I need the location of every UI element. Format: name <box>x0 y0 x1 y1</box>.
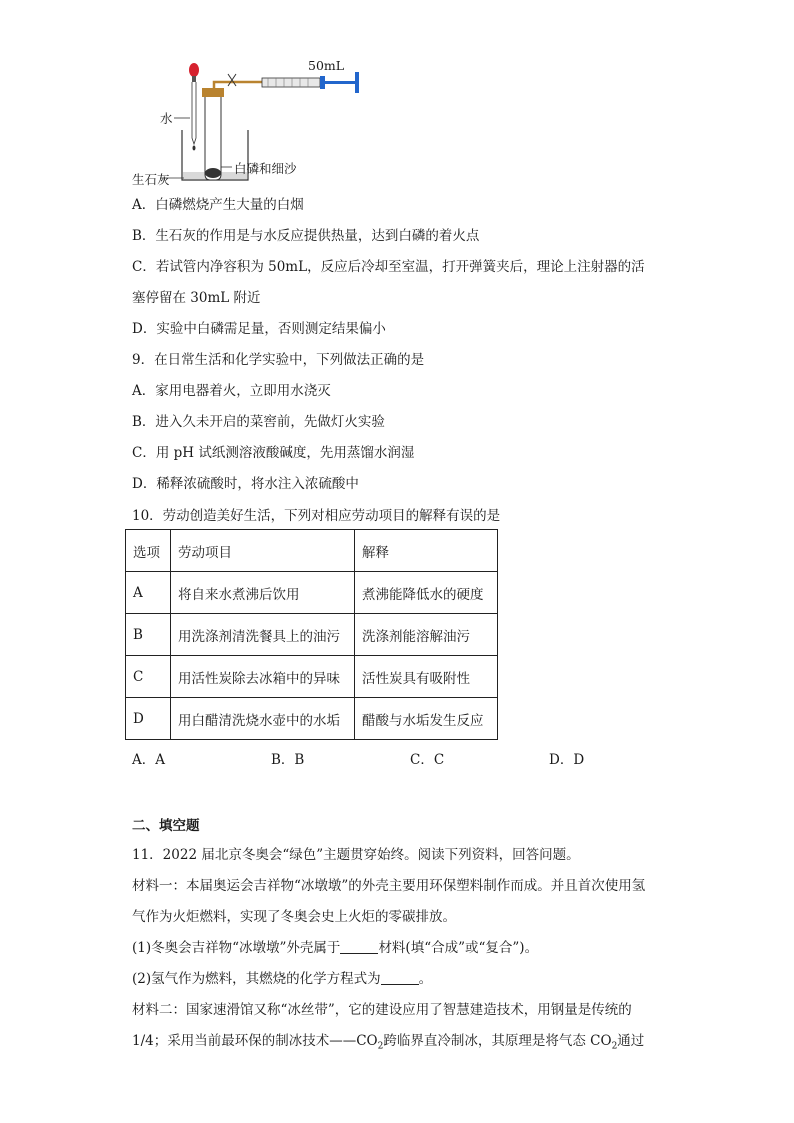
table-cell: B <box>126 614 171 656</box>
answer-blank[interactable] <box>381 970 419 985</box>
quicklime-label: 生石灰 <box>132 172 170 187</box>
material2-text-b: 跨临界直冷制冰，其原理是将气态 CO <box>383 1033 612 1049</box>
q9-option-d: D．稀释浓硫酸时，将水注入浓硫酸中 <box>132 476 359 492</box>
q9-option-c: C．用 pH 试纸测溶液酸碱度，先用蒸馏水润湿 <box>132 445 415 461</box>
material2-text-a: 1/4；采用当前最环保的制冰技术——CO <box>132 1033 378 1049</box>
table-cell: 用活性炭除去冰箱中的异味 <box>171 656 355 698</box>
q8-option-d: D．实验中白磷需足量，否则测定结果偏小 <box>132 321 386 337</box>
table-cell: C <box>126 656 171 698</box>
q8-option-b: B．生石灰的作用是与水反应提供热量，达到白磷的着火点 <box>132 228 480 244</box>
dropper-bulb <box>189 63 199 77</box>
q9-option-b: B．进入久未开启的菜窖前，先做灯火实验 <box>132 414 385 430</box>
material2-line1: 材料二：国家速滑馆又称“冰丝带”，它的建设应用了智慧建造技术，用钢量是传统的 <box>132 1002 632 1018</box>
co2-subscript: 2 <box>611 1041 618 1052</box>
table-row <box>126 698 498 740</box>
table-cell: 用白醋清洗烧水壶中的水垢 <box>171 698 355 740</box>
syringe-barrel <box>262 78 320 87</box>
phosphorus-label: 白磷和细沙 <box>234 161 297 176</box>
clamp <box>228 74 236 86</box>
table-row <box>126 572 498 614</box>
co2-subscript: 2 <box>377 1041 384 1052</box>
q11-sub1 <box>132 936 538 956</box>
stopper <box>202 88 224 97</box>
sub2-text-before: (2)氢气作为燃料，其燃烧的化学方程式为 <box>132 971 381 987</box>
water-label: 水 <box>160 111 173 126</box>
q11-stem: 11．2022 届北京冬奥会“绿色”主题贯穿始终。阅读下列资料，回答问题。 <box>132 847 580 863</box>
sub2-text-after: 。 <box>418 971 433 987</box>
material2-text-c: 通过 <box>617 1033 645 1049</box>
answer-blank[interactable] <box>340 939 378 954</box>
table-cell: D <box>126 698 171 740</box>
table-cell: 醋酸与水垢发生反应 <box>355 698 498 740</box>
table-cell: 活性炭具有吸附性 <box>355 656 498 698</box>
phosphorus-sand <box>205 168 221 178</box>
apparatus-figure <box>132 52 390 187</box>
material2-line2 <box>132 1029 644 1052</box>
material1-line1: 材料一：本届奥运会吉祥物“冰墩墩”的外壳主要用环保塑料制作而成。并且首次使用氢 <box>132 878 646 894</box>
table-header-cell: 劳动项目 <box>171 530 355 572</box>
q9-option-a: A．家用电器着火，立即用水浇灭 <box>132 383 331 399</box>
table-header-cell: 选项 <box>126 530 171 572</box>
table-cell: 洗涤剂能溶解油污 <box>355 614 498 656</box>
sub1-text-after: 材料(填“合成”或“复合”)。 <box>378 940 539 956</box>
table-row <box>126 614 498 656</box>
q10-table <box>125 529 498 740</box>
syringe-plunger <box>325 81 355 84</box>
sub1-text-before: (1)冬奥会吉祥物“冰墩墩”外壳属于 <box>132 940 341 956</box>
q10-answer-c: C．C <box>410 752 445 768</box>
q8-option-c-line1: C．若试管内净容积为 50mL，反应后冷却至室温，打开弹簧夹后，理论上注射器的活 <box>132 259 645 275</box>
table-header-cell: 解释 <box>355 530 498 572</box>
q10-answer-d: D．D <box>549 752 585 768</box>
material1-line2: 气作为火炬燃料，实现了冬奥会史上火炬的零碳排放。 <box>132 909 456 925</box>
q10-answer-b: B．B <box>271 752 305 768</box>
section-title: 二、填空题 <box>132 818 200 834</box>
q11-sub2 <box>132 967 432 987</box>
table-cell: A <box>126 572 171 614</box>
table-header-row <box>126 530 498 572</box>
q8-option-c-line2: 塞停留在 30mL 附近 <box>132 290 261 306</box>
q9-stem: 9．在日常生活和化学实验中，下列做法正确的是 <box>132 352 425 368</box>
table-cell: 将自来水煮沸后饮用 <box>171 572 355 614</box>
q8-option-a: A．白磷燃烧产生大量的白烟 <box>132 197 304 213</box>
q10-answer-a: A．A <box>132 752 165 768</box>
syringe-volume-label: 50mL <box>308 58 345 73</box>
table-cell: 煮沸能降低水的硬度 <box>355 572 498 614</box>
q10-stem: 10．劳动创造美好生活，下列对相应劳动项目的解释有误的是 <box>132 508 501 524</box>
table-row <box>126 656 498 698</box>
table-cell: 用洗涤剂清洗餐具上的油污 <box>171 614 355 656</box>
